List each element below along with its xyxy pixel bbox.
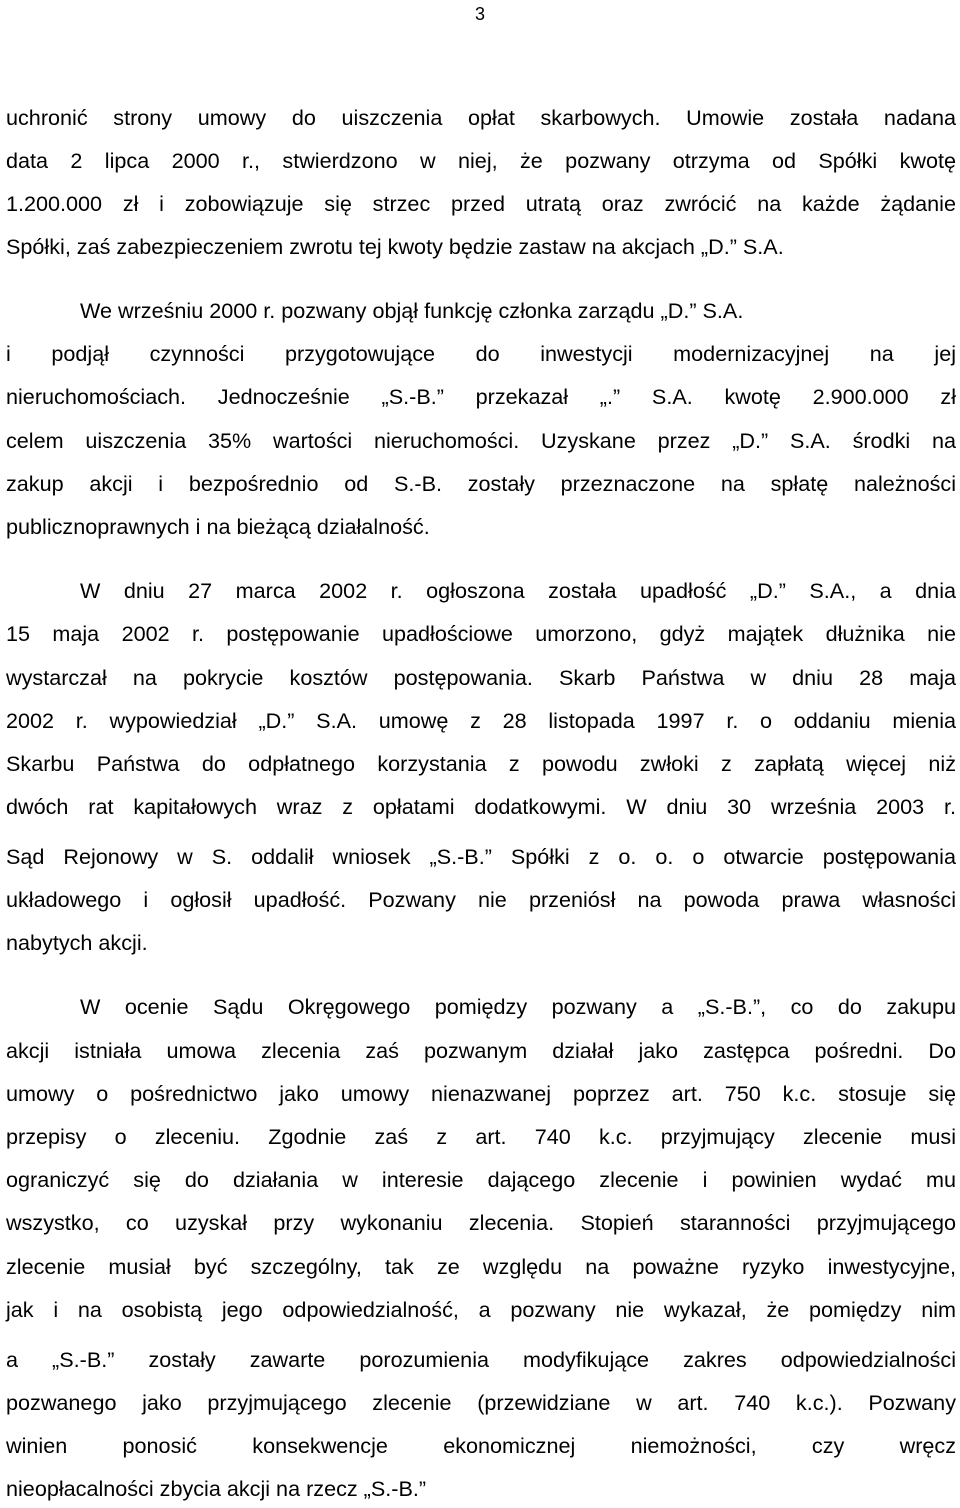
text-line: wszystko, co uzyskał przy wykonaniu zlecenia. Stopień staranności przyjmującego [6, 1210, 956, 1235]
text-line: nieruchomościach. Jednocześnie „S.-B.” przekazał „.” S.A. kwotę 2.900.000 zł [6, 384, 956, 409]
text-line: i podjął czynności przygotowujące do inwestycji modernizacyjnej na jej [6, 341, 956, 366]
paragraph-first-line: We wrześniu 2000 r. pozwany objął funkcję członka zarządu „D.” S.A. [80, 298, 744, 323]
text-line: ograniczyć się do działania w interesie dającego zlecenie i powinien wydać mu [6, 1167, 956, 1192]
text-line: Sąd Rejonowy w S. oddalił wniosek „S.-B.” Spółki z o. o. o otwarcie postępowania [6, 844, 956, 869]
text-line: wystarczał na pokrycie kosztów postępowania. Skarb Państwa w dniu 28 maja [6, 665, 956, 690]
text-line: 15 maja 2002 r. postępowanie upadłościowe umorzono, gdyż majątek dłużnika nie [6, 621, 956, 646]
text-line: data 2 lipca 2000 r., stwierdzono w niej, że pozwany otrzyma od Spółki kwotę [6, 148, 956, 173]
text-line: przepisy o zleceniu. Zgodnie zaś z art. 740 k.c. przyjmujący zlecenie musi [6, 1124, 956, 1149]
paragraph-first-line: W dniu 27 marca 2002 r. ogłoszona została upadłość „D.” S.A., a dnia [80, 578, 956, 603]
text-line: jak i na osobistą jego odpowiedzialność, a pozwany nie wykazał, że pomiędzy nim [6, 1297, 956, 1322]
page-number: 3 [474, 4, 485, 24]
text-line: celem uiszczenia 35% wartości nieruchomości. Uzyskane przez „D.” S.A. środki na [6, 428, 956, 453]
text-line: 2002 r. wypowiedział „D.” S.A. umowę z 28 listopada 1997 r. o oddaniu mienia [6, 708, 956, 733]
text-line: nieopłacalności zbycia akcji na rzecz „S.-B.” [6, 1476, 427, 1501]
text-line: Spółki, zaś zabezpieczeniem zwrotu tej kwoty będzie zastaw na akcjach „D.” S.A. [6, 234, 784, 259]
text-line: akcji istniała umowa zlecenia zaś pozwanym działał jako zastępca pośredni. Do [6, 1038, 956, 1063]
text-line: Skarbu Państwa do odpłatnego korzystania z powodu zwłoki z zapłatą więcej niż [6, 751, 956, 776]
text-line: zakup akcji i bezpośrednio od S.-B. zostały przeznaczone na spłatę należności [6, 471, 956, 496]
text-line: pozwanego jako przyjmującego zlecenie (przewidziane w art. 740 k.c.). Pozwany [6, 1390, 956, 1415]
text-line: umowy o pośrednictwo jako umowy nienazwanej poprzez art. 750 k.c. stosuje się [6, 1081, 956, 1106]
text-line: nabytych akcji. [6, 930, 148, 955]
text-line: uchronić strony umowy do uiszczenia opłat skarbowych. Umowie została nadana [6, 105, 956, 130]
text-line: publicznoprawnych i na bieżącą działalność. [6, 514, 430, 539]
text-line: winien ponosić konsekwencje ekonomicznej niemożności, czy wręcz [6, 1433, 956, 1458]
text-line: układowego i ogłosił upadłość. Pozwany nie przeniósł na powoda prawa własności [6, 887, 956, 912]
text-line: 1.200.000 zł i zobowiązuje się strzec przed utratą oraz zwrócić na każde żądanie [6, 191, 956, 216]
paragraph-first-line: W ocenie Sądu Okręgowego pomiędzy pozwany a „S.-B.”, co do zakupu [80, 994, 956, 1019]
text-line: dwóch rat kapitałowych wraz z opłatami dodatkowymi. W dniu 30 września 2003 r. [6, 794, 956, 819]
text-line: zlecenie musiał być szczególny, tak ze względu na poważne ryzyko inwestycyjne, [6, 1254, 956, 1279]
text-line: a „S.-B.” zostały zawarte porozumienia modyfikujące zakres odpowiedzialności [6, 1347, 956, 1372]
